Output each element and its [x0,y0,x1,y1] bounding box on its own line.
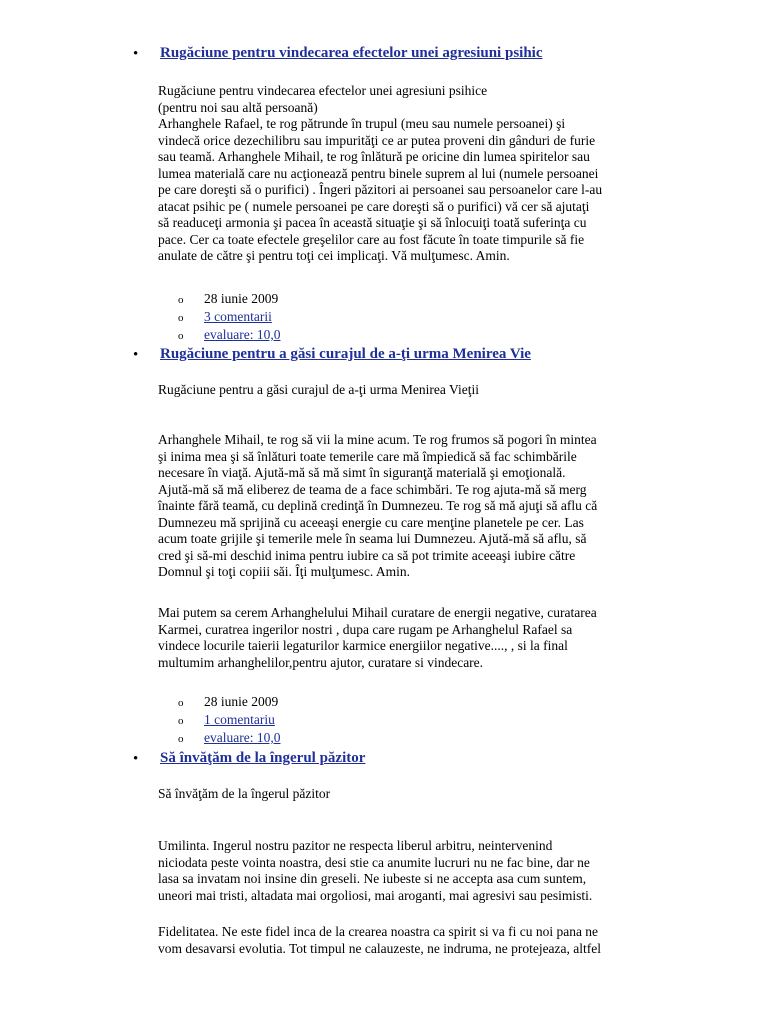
list-bullet: • [133,46,139,62]
post-body: Umilinta. Ingerul nostru pazitor ne respecta liberul arbitru, neintervenind niciodata peste vointa noastra, desi stie ca anumite lucruri nu ne fac bine, dar ne lasa sa invatam noi insine din greseli. Ne iubeste si ne accepta asa cum suntem, uneori mai tristi, altadata mai orgoliosi, mai aroganti, mai agresivi sau pesimisti. [158,838,593,903]
post-body: Mai putem sa cerem Arhanghelului Mihail curatare de energii negative, curatarea Karmei, curatrea ingerilor nostri , dupa care rugam pe Arhanghelul Rafael sa vindece locurile taierii legaturilor karmice energiilor negative...., , si la final multumim arhanghelilor,pentru ajutor, curatare si vindecare. [158,605,597,670]
comments-link[interactable]: 1 comentariu [204,712,275,727]
list-bullet: • [133,751,139,767]
rating-link-row: o evaluare: 10,0 [178,327,281,342]
rating-link[interactable]: evaluare: 10,0 [204,327,281,342]
comments-link-row: o 1 comentariu [178,712,275,727]
post-title-link[interactable]: Rugăciune pentru a găsi curajul de a-ţi urma Menirea Vie [160,346,531,362]
list-bullet: • [133,347,139,363]
post-body: Să învăţăm de la îngerul păzitor [158,786,331,801]
rating-link[interactable]: evaluare: 10,0 [204,730,281,745]
post-meta-list [178,693,280,747]
post-date: o 28 iunie 2009 [178,694,279,709]
post-body: Fidelitatea. Ne este fidel inca de la crearea noastra ca spirit si va fi cu noi pana ne vom desavarsi evolutia. Tot timpul ne calauzeste, ne indruma, ne protejeaza, altfel [158,924,602,956]
post-title-link[interactable]: Să învăţăm de la îngerul păzitor [160,750,366,766]
comments-link[interactable]: 3 comentarii [204,309,272,324]
post-title-link[interactable]: Rugăciune pentru vindecarea efectelor unei agresiuni psihic [160,45,543,61]
post-body: Rugăciune pentru a găsi curajul de a-ţi urma Menirea Vieţii [158,382,479,397]
post-meta-list [178,290,280,344]
post-body: Rugăciune pentru vindecarea efectelor unei agresiuni psihice (pentru noi sau altă persoană) Arhanghele Rafael, te rog pătrunde în trupul (meu sau numele persoanei) şi vindecă orice dezechilibru sau impurităţi ce ar putea proveni din gânduri de furie sau teamă. Arhanghele Mihail, te rog înlătură pe oricine din lumea spiritelor sau lumea materială care nu acţionează pentru binele suprem al lui (numele persoanei pe care doreşti să o purifici) . Îngeri păzitori ai persoanei sau persoanelor care l-au atacat psihic pe ( numele persoanei pe care doreşti să o purifici) vă cer să ajutaţi să readuceţi armonia şi pacea în această situaţie şi să înlocuiţi toată suferinţa cu pace. Cer ca toate efectele greşelilor care au fost făcute în toate timpurile să fie anulate de către şi pentru toţi cei implicaţi. Vă mulţumesc. Amin. [158,83,603,263]
post-body: Arhanghele Mihail, te rog să vii la mine acum. Te rog frumos să pogori în mintea şi inima mea şi să înlături toate temerile care mă împiedică să fac schimbările necesare în viaţă. Ajută-mă să mă simt în siguranţă materială şi emoţională. Ajută-mă să mă eliberez de teama de a face schimbări. Te rog ajuta-mă să merg înainte fără teamă, cu deplină credinţă în Dumnezeu. Te rog să mă ajuţi să aflu că Dumnezeu mă sprijină cu aceeaşi energie cu care menţine planetele pe cer. Las acum toate grijile şi temerile mele în seama lui Dumnezeu. Ajută-mă să aflu, să cred şi să-mi deschid inima pentru iubire ca să pot trimite aceeaşi iubire către Domnul şi toţi copiii săi. Îţi mulţumesc. Amin. [158,432,598,579]
post-date: o 28 iunie 2009 [178,291,279,306]
comments-link-row: o 3 comentarii [178,309,272,324]
rating-link-row: o evaluare: 10,0 [178,730,281,745]
